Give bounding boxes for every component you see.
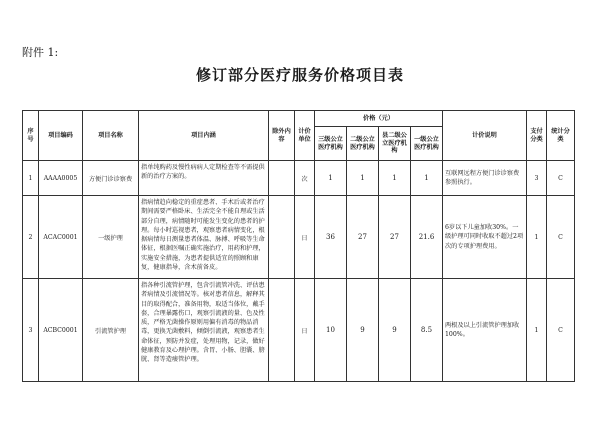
cell-stat-category: C: [547, 196, 575, 279]
cell-price-tier3: 10: [315, 279, 347, 382]
cell-price-county: 27: [379, 196, 411, 279]
cell-pay-category: 1: [527, 196, 547, 279]
cell-unit: 次: [295, 161, 315, 196]
header-seq: 序号: [23, 111, 39, 161]
header-unit: 计价单位: [295, 111, 315, 161]
cell-code: ACBC0001: [39, 279, 83, 382]
cell-stat-category: C: [547, 161, 575, 196]
cell-seq: 1: [23, 161, 39, 196]
header-stat-category: 统计分类: [547, 111, 575, 161]
cell-price-tier3: 36: [315, 196, 347, 279]
cell-exclusions: [269, 196, 295, 279]
cell-name: 方便门诊诊察费: [83, 161, 139, 196]
header-pay-category: 支付分类: [527, 111, 547, 161]
cell-price-tier2: 27: [347, 196, 379, 279]
cell-seq: 2: [23, 196, 39, 279]
header-name: 项目名称: [83, 111, 139, 161]
cell-unit: 日: [295, 279, 315, 382]
cell-code: AAAA0005: [39, 161, 83, 196]
cell-content: 指病情趋向稳定的重症患者、手术后或者治疗期间需要严格卧床、生活完全不能自理或生活部分自理，病情随时可能发生变化的患者的护理。每小时巡视患者，观察患者病情变化，根据病情每日测量患者体温、脉搏、呼吸等生命体征，根据医嘱正确实施治疗，用药和护理，实施安全措施，为患者提供适宜的照顾和康复，健康指导，含术前备皮。: [139, 196, 269, 279]
document-title: 修订部分医疗服务价格项目表: [195, 66, 404, 84]
header-code: 项目编码: [39, 111, 83, 161]
cell-content: 指各种引流管护理，包含引流管冲洗、评估患者病情及引流情况等。核对患者信息，解释其目的取得配合，准备用物，取适当体位，戴手套，合理暴露伤口，观察引流液的量、色及性质，严格无菌操作原则用偏有消毒的物品消毒，更换无菌敷料，倾倒引流液，观察患者生命体征，预防并发症，处理用物，记录，做好健康教育及心理护理。含胃、小肠、胆囊、膀胱、肾等造瘘管护理。: [139, 279, 269, 382]
header-exclusions: 除外内容: [269, 111, 295, 161]
cell-exclusions: [269, 279, 295, 382]
cell-stat-category: C: [547, 279, 575, 382]
header-remark: 计价说明: [443, 111, 527, 161]
cell-name: 一级护理: [83, 196, 139, 279]
cell-unit: 日: [295, 196, 315, 279]
cell-price-county: 1: [379, 161, 411, 196]
price-table: [22, 110, 575, 382]
cell-price-tier1: 8.5: [411, 279, 443, 382]
cell-name: 引流管护理: [83, 279, 139, 382]
cell-exclusions: [269, 161, 295, 196]
header-price-county: 县二级公立医疗机构: [379, 127, 411, 161]
cell-price-county: 9: [379, 279, 411, 382]
table-row: [23, 161, 575, 196]
header-content: 项目内涵: [139, 111, 269, 161]
cell-content: 指单纯购药及慢性病病人定期检查等不需提供新的治疗方案的。: [139, 161, 269, 196]
cell-pay-category: 3: [527, 161, 547, 196]
cell-code: ACAC0001: [39, 196, 83, 279]
header-price-tier3: 三级公立医疗机构: [315, 127, 347, 161]
table-row: [23, 196, 575, 279]
cell-remark: 两根及以上引流管护理加收100%。: [443, 279, 527, 382]
cell-price-tier1: 21.6: [411, 196, 443, 279]
cell-price-tier3: 1: [315, 161, 347, 196]
header-price-group: 价格（元）: [315, 111, 443, 127]
cell-price-tier1: 1: [411, 161, 443, 196]
header-price-tier1: 一级公立医疗机构: [411, 127, 443, 161]
header-price-tier2: 二级公立医疗机构: [347, 127, 379, 161]
cell-seq: 3: [23, 279, 39, 382]
cell-remark: 互联网远程方便门诊诊察费参照执行。: [443, 161, 527, 196]
cell-remark: 6岁以下儿童加收30%。一级护理可同时收取不超过2项次的专项护理费用。: [443, 196, 527, 279]
cell-price-tier2: 1: [347, 161, 379, 196]
cell-price-tier2: 9: [347, 279, 379, 382]
cell-pay-category: 1: [527, 279, 547, 382]
attachment-label: 附件 1:: [22, 46, 59, 59]
table-row: [23, 279, 575, 382]
